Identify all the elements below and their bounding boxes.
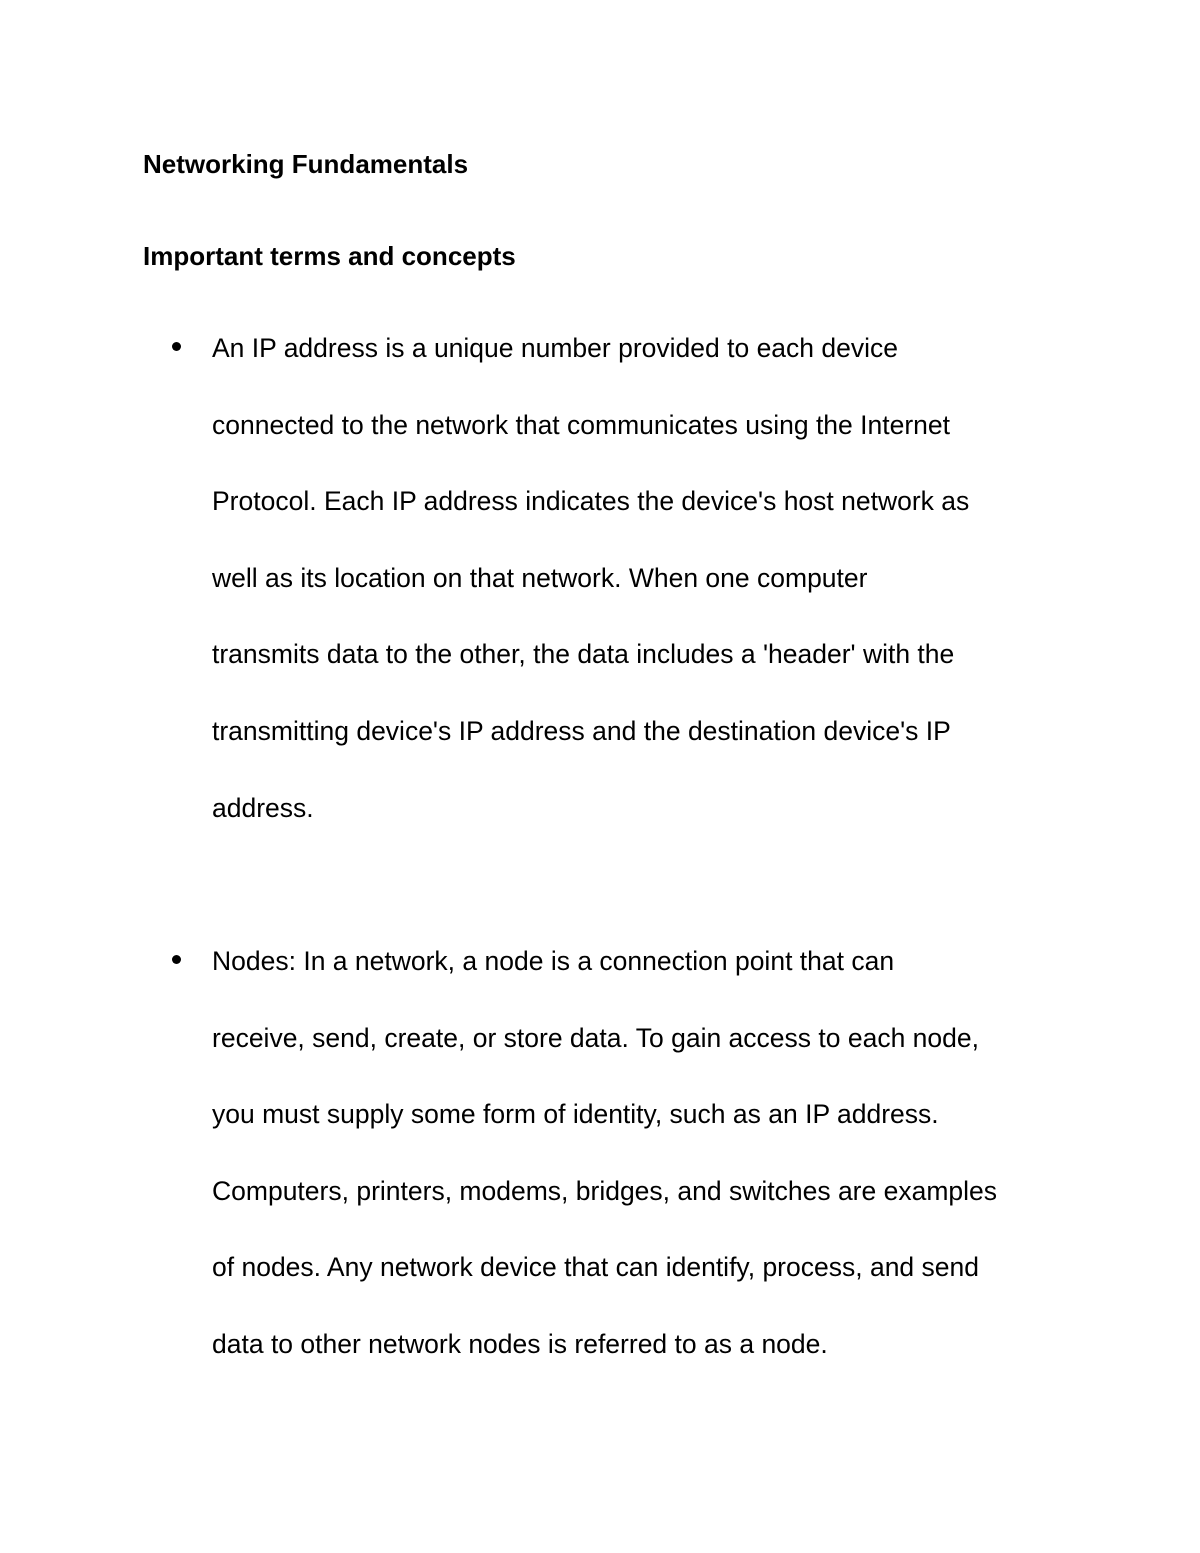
document-title: Networking Fundamentals — [143, 149, 469, 179]
text-line: An IP address is a unique number provided to each device — [212, 333, 898, 363]
section-heading: Important terms and concepts — [143, 241, 516, 271]
text-line: receive, send, create, or store data. To gain access to each node, — [212, 1022, 979, 1053]
bullet-icon — [172, 955, 181, 964]
bullet-text — [212, 331, 1112, 867]
bullet-text — [212, 944, 1112, 1404]
text-line: data to other network nodes is referred to as a node. — [212, 1328, 828, 1359]
text-line: transmits data to the other, the data includes a 'header' with the — [212, 639, 955, 670]
text-line: you must supply some form of identity, such as an IP address. — [212, 1099, 939, 1130]
text-line: Protocol. Each IP address indicates the device's host network as — [212, 486, 970, 517]
text-line: Computers, printers, modems, bridges, and switches are examples — [212, 1175, 998, 1206]
text-line: well as its location on that network. When one computer — [212, 562, 868, 593]
bullet-icon — [172, 342, 181, 351]
text-line: of nodes. Any network device that can identify, process, and send — [212, 1252, 979, 1283]
text-line: address. — [212, 792, 314, 823]
text-line: connected to the network that communicates using the Internet — [212, 409, 951, 440]
text-line: transmitting device's IP address and the destination device's IP — [212, 715, 951, 746]
text-line: Nodes: In a network, a node is a connection point that can — [212, 946, 895, 976]
